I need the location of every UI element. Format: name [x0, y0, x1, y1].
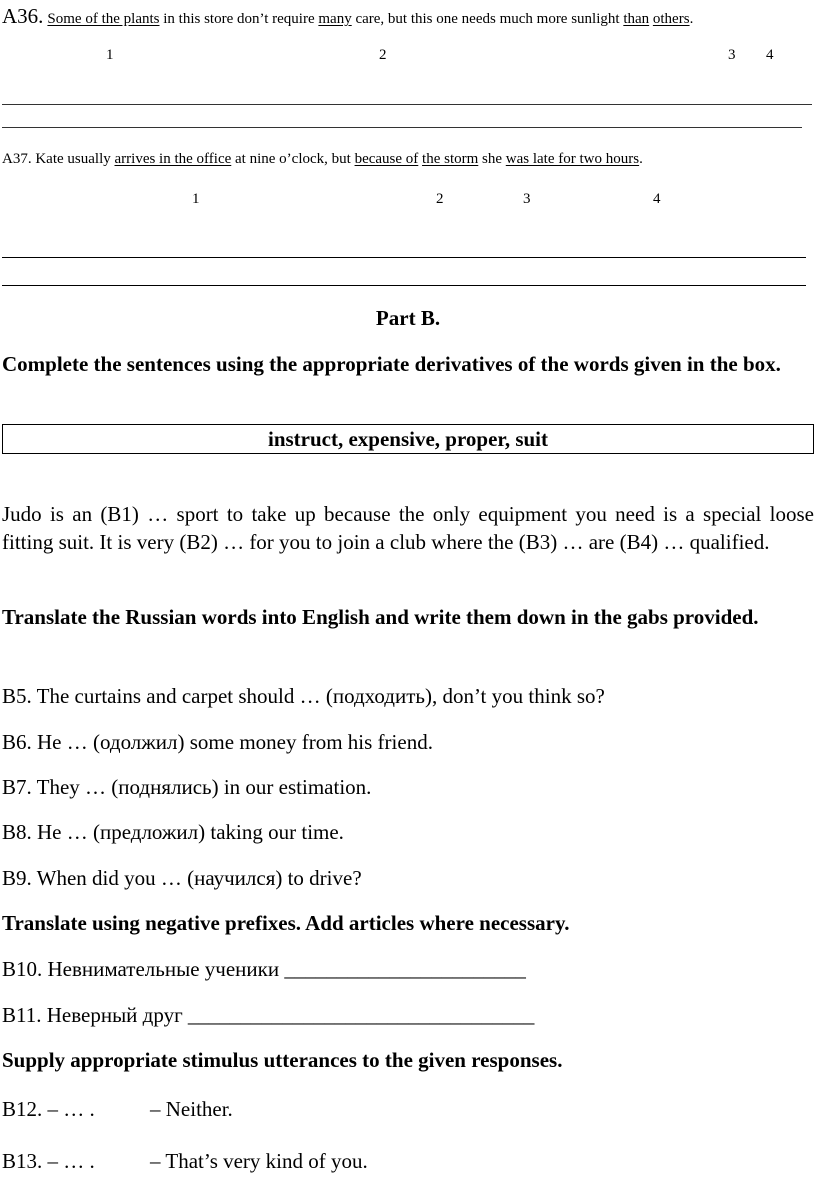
task-b13-prompt: B13. – … .: [2, 1149, 95, 1173]
a37-number-3: 3: [523, 191, 531, 207]
a37-label: A37.: [2, 151, 32, 167]
a36-segment-2: many: [318, 11, 352, 27]
a36-number-4: 4: [766, 47, 774, 63]
task-b9: B9. When did you … (научился) to drive?: [2, 866, 362, 890]
a37-segment-3: the storm: [422, 151, 479, 167]
instruction-negative-prefixes: Translate using negative prefixes. Add articles where necessary.: [2, 911, 570, 935]
answer-line: [2, 127, 802, 128]
a36-number-3: 3: [728, 47, 736, 63]
a37-segment-4: was late for two hours: [505, 151, 640, 167]
instruction-stimulus: Supply appropriate stimulus utterances to the given responses.: [2, 1048, 563, 1072]
a37-number-4: 4: [653, 191, 661, 207]
instruction-translate: Translate the Russian words into English and write them down in the gabs provided.: [2, 605, 759, 629]
a37-segment-2: because of: [354, 151, 419, 167]
task-b7: B7. They … (поднялись) in our estimation.: [2, 775, 372, 799]
a37-segment-1: arrives in the office: [114, 151, 232, 167]
word-box: instruct, expensive, proper, suit: [2, 424, 814, 454]
a36-label: A36.: [2, 4, 44, 28]
answer-line: [2, 257, 806, 258]
a36-segment-4: others: [652, 11, 690, 27]
instruction-derivatives: Complete the sentences using the appropriate derivatives of the words given in the box.: [2, 352, 781, 376]
answer-line: [2, 285, 806, 286]
part-b-title: Part B.: [375, 306, 441, 330]
a36-segment-3: than: [623, 11, 650, 27]
task-b8: B8. He … (предложил) taking our time.: [2, 820, 344, 844]
task-b5: B5. The curtains and carpet should … (подходить), don’t you think so?: [2, 684, 605, 708]
task-b12-response: – Neither.: [150, 1097, 233, 1121]
task-b12-prompt: B12. – … .: [2, 1097, 95, 1121]
judo-paragraph: Judo is an (B1) … sport to take up because the only equipment you need is a special loose fitting suit. It is very (B2) … for you to join a club where the (B3) … are (B4) … qualified.: [2, 502, 814, 554]
task-b6: B6. He … (одолжил) some money from his friend.: [2, 730, 433, 754]
a37-sentence: A37. Kate usually arrives in the office at nine o’clock, but because of the storm she was late for two hours.: [2, 151, 643, 167]
answer-line: [2, 104, 812, 105]
task-b10: B10. Невнимательные ученики _______________________: [2, 957, 526, 981]
task-b13-response: – That’s very kind of you.: [150, 1149, 368, 1173]
a36-number-1: 1: [106, 47, 114, 63]
a36-number-2: 2: [379, 47, 387, 63]
a37-number-1: 1: [192, 191, 200, 207]
a37-number-2: 2: [436, 191, 444, 207]
task-b11: B11. Неверный друг _________________________________: [2, 1003, 535, 1027]
a36-segment-1: Some of the plants: [47, 11, 160, 27]
a36-sentence: A36. Some of the plants in this store don’t require many care, but this one needs much more sunlight than others.: [2, 4, 694, 28]
